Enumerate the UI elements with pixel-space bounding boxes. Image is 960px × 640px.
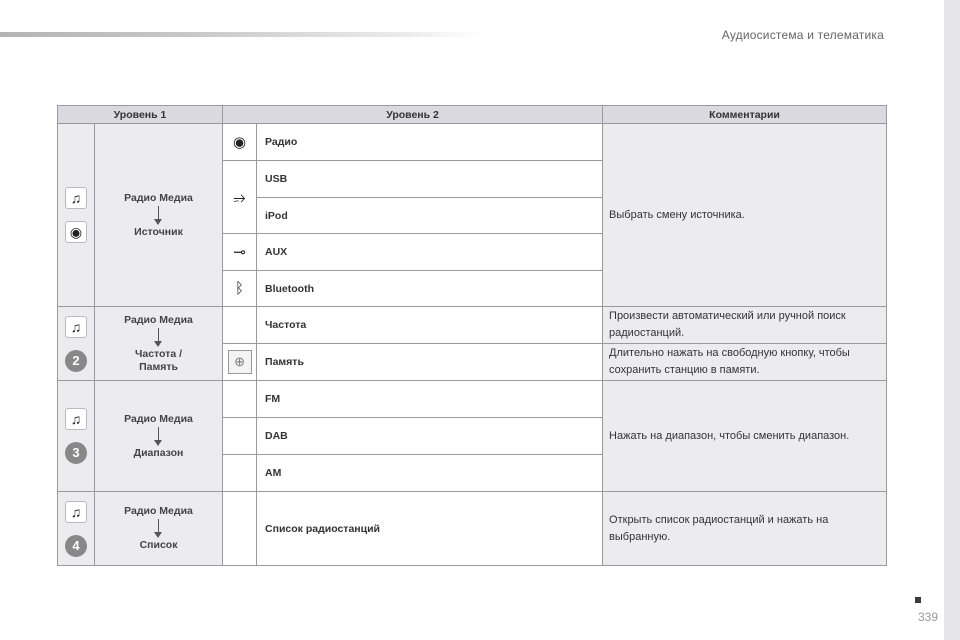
group1-level1: Радио Медиа Источник: [95, 124, 223, 307]
step-badge: 4: [65, 535, 87, 557]
group2-level1: Радио Медиа Частота / Память: [95, 307, 223, 381]
level2-usb: USB: [257, 161, 603, 198]
level2-am: AM: [257, 455, 603, 492]
table-row: [58, 492, 887, 566]
list-comment: Открыть список радиостанций и нажать на выбранную.: [603, 492, 887, 566]
group3-icons: [58, 381, 95, 492]
table-header-row: [58, 106, 887, 124]
usb-icon: ⭌: [223, 161, 257, 234]
band-comment: Нажать на диапазон, чтобы сменить диапазон.: [603, 381, 887, 492]
step-badge: 2: [65, 350, 87, 372]
music-note-icon: ♫: [65, 187, 87, 209]
frequency-comment: Произвести автоматический или ручной поиск радиостанций.: [603, 307, 887, 344]
group3-level1: Радио Медиа Диапазон: [95, 381, 223, 492]
radio-signal-icon: ◉: [65, 221, 87, 243]
down-arrow-icon: [158, 427, 159, 441]
header-level1: Уровень 1: [58, 106, 223, 124]
radio-signal-icon: ◉: [223, 124, 257, 161]
down-arrow-icon: [158, 519, 159, 533]
music-note-icon: ♫: [65, 408, 87, 430]
group1-comment: Выбрать смену источника.: [603, 124, 887, 307]
level2-dab: DAB: [257, 418, 603, 455]
level2-bluetooth: Bluetooth: [257, 271, 603, 307]
group1-icons: [58, 124, 95, 307]
step-badge: 3: [65, 442, 87, 464]
menu-table: [57, 105, 886, 566]
header-comments: Комментарии: [603, 106, 887, 124]
page-number: 339: [917, 610, 938, 624]
section-title: Аудиосистема и телематика: [721, 28, 884, 42]
level2-radio: Радио: [257, 124, 603, 161]
level2-fm: FM: [257, 381, 603, 418]
level2-frequency: Частота: [257, 307, 603, 344]
down-arrow-icon: [158, 328, 159, 342]
level2-aux: AUX: [257, 234, 603, 271]
header-level2: Уровень 2: [223, 106, 603, 124]
bluetooth-icon: ᛒ: [223, 271, 257, 307]
level2-memory: Память: [257, 344, 603, 381]
header-gradient-bar: [0, 32, 480, 37]
group4-icons: [58, 492, 95, 566]
table-row: [58, 124, 887, 161]
level2-ipod: iPod: [257, 198, 603, 234]
level2-station-list: Список радиостанций: [257, 492, 603, 566]
table-row: [58, 307, 887, 344]
group4-level1: Радио Медиа Список: [95, 492, 223, 566]
memory-comment: Длительно нажать на свободную кнопку, чтобы сохранить станцию в памяти.: [603, 344, 887, 381]
music-note-icon: ♫: [65, 501, 87, 523]
aux-plug-icon: ⊸: [223, 234, 257, 271]
group2-icons: [58, 307, 95, 381]
memory-icon: ⊕: [223, 344, 257, 381]
table-row: [58, 381, 887, 418]
page-edge-band: [944, 0, 960, 640]
down-arrow-icon: [158, 206, 159, 220]
page-marker: [915, 597, 921, 603]
music-note-icon: ♫: [65, 316, 87, 338]
